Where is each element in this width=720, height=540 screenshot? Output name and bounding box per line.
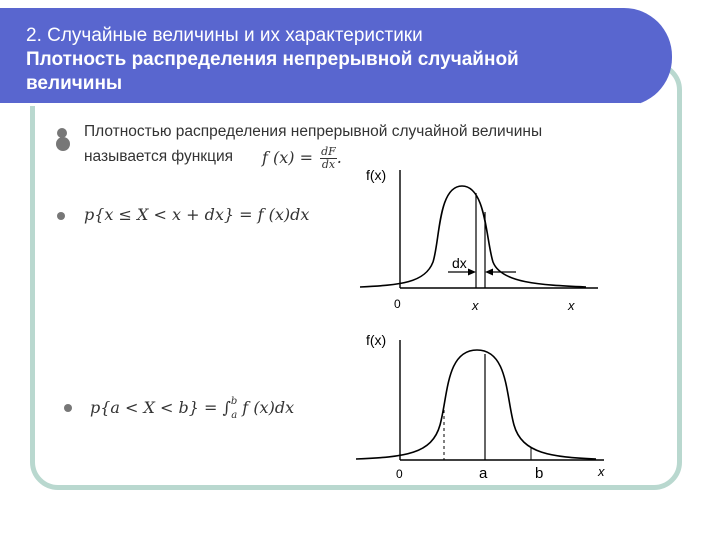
graph-1-x-mark-label: x [472,298,479,313]
graph-1-axis-label: x [568,298,575,313]
graph-1-y-label: f(x) [366,167,387,183]
title-line-3: величины [26,73,123,94]
graph-2 [356,332,605,482]
graph-2-axis-label: x [598,464,605,479]
graph-1-origin-label: 0 [394,297,401,311]
graph-1-dx-arrowhead-right [485,269,493,276]
graph-1-dx-label: dx [452,255,467,271]
bullet-1-line-1: Плотностью распределения непрерывной случайной величины [84,123,543,140]
graph-2-b-label: b [535,465,544,482]
fraction-denominator: dx [321,158,336,171]
graph-2-a-label: a [479,465,488,482]
graph-1 [360,167,598,313]
formula-period: . [336,148,342,167]
bullet-1-line-2: называется функция [84,148,234,165]
formula-lhs: f (x) = [262,148,319,167]
graph-2-density-curve [356,350,596,459]
probability-interval-formula: p{x ≤ X < x + dx} = f (x)dx [84,205,310,224]
graph-2-origin-label: 0 [396,467,403,481]
integral-lhs: p{a < X < b} = ∫ [90,398,231,417]
title-line-2: Плотность распределения непрерывной случайной [26,49,519,70]
integral-rhs: f (x)dx [237,398,295,417]
title-line-1: 2. Случайные величины и их характеристики [26,25,423,46]
graph-2-y-label: f(x) [366,332,387,348]
integral-lower-limit: a [231,410,238,421]
integral-upper-limit: b [230,396,238,407]
graph-1-dx-arrowhead-left [468,269,476,276]
fraction-numerator: dF [321,145,336,158]
